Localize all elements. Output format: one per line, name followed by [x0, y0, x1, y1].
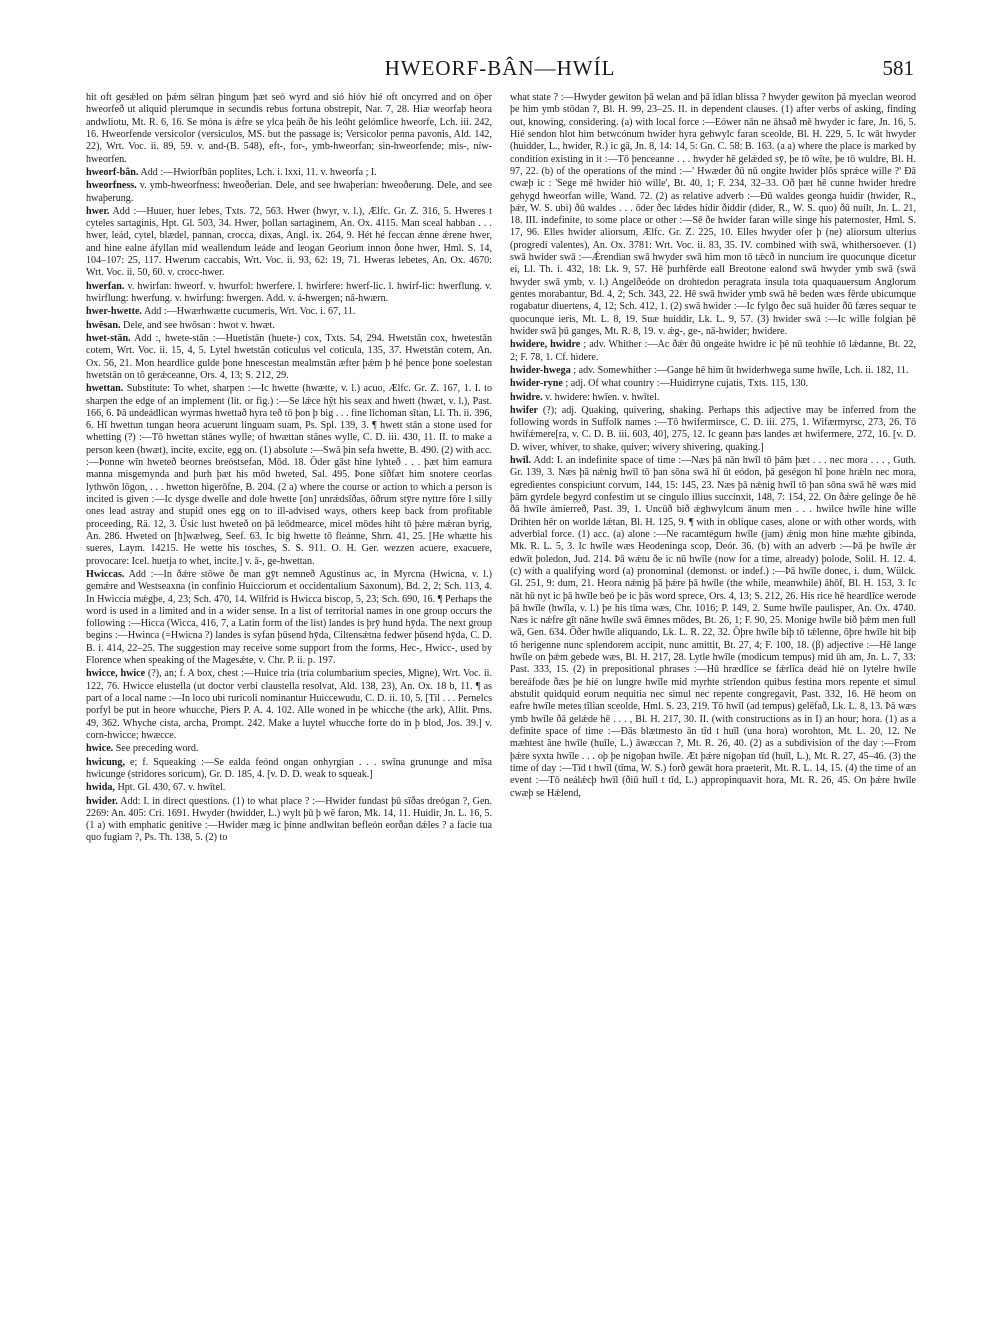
- entry-text: what state ? :—Hwyder gewiton þā welan and þā īdlan blissa ? hwyder gewiton þā myeclan weorod þe him ymb stōdan ?, Bl. H. 99, 23–25. II. in dependent clauses. (1) after verbs of asking, finding out, knowing, considering. (a) with local force :—Eówer nān ne āhsað mē hwyder ic fare, Jn. 16, 5. Hié sendon hlot him betwcónum hwider hyra gehwylc faran sceolde, Bl. H. 229, 5. Ic wāt hwyder (huidder, L., hwider, R.) ic gā, Jn. 8, 14: 14, 5: Gn. C. 58: B. 163. (a a) where the place is marked by condition existing in it :—Tō þenceanne . . . hwyder hē gelǽded sȳ, þe tō wīte, þe tō wuldre, Bl. H. 97, 22. (b) of the operations of the mind :—' Hwæder ðū nū ongite hwider þlōs sprǽce wille ?' Ðā cwæþ ic : 'Sege mē hwider hió wille', Bt. 40, 1; F. 234, 32–33. Oð þæt hē cunne hwider hredre gehygd hweorfan wille, Wand. 72. (2) as relative adverb :—Ðū waldes geonga huidir (hwider, R., þǽr, W. S. ubi) ðū waldes . . . ōder ðec lǽdes hidir ðiddir (dider, R., W. S. quo) ðū nuilt, Jn. L. 21, 18. III. indefinite, to some place or other :—Sē ðe hwider faran wille singe his paternoster, Hml. S. 17, 96. Elles hwider aliorsum, Ælfc. Gr. Z. 225, 10. Elles hwyder ofer þ (ne) aliorsum ulterius (progredi valentes), An. Ox. 3781: Wrt. Voc. ii. 83, 35. IV. combined with swā, whithersoever. (1) swā hwider swā :—Ǽrendian swā hwyder swā him mon tō tǽcð in nuncium ire quocunque dicetur ei, Ll. Th. i. 432, 18: Lk. 9, 57. Hē þurhfērde eall Breotone ealond swā hwyder ymb swā (swā hwyder swā ymb, v. l.) Angelðeóde on drohtedon peragrata insula tota quaquauersum Anglorum gentes morabantur, Bd. 4, 2; Sch. 343, 22. Hē swā hwider ymb swā hē beden wæs fērde ubicumque rogabatur diuertens, 4, 12; Sch. 412, 1. (2) swā hwider :—Ic fylgo ðec suā huider ðū færes sequar te quocunque ieris, Mt. L. 8, 19. Suæ huiddir, Lk. L. 9, 57. (3) hwider swā :—Ic wille folgian þē hwider swā þū ganges, Mt. R. 8, 19. v. ǽg-, ge-, nā-hwider; hwidere.: [510, 92, 916, 337]
- entry-headword: hwer.: [86, 205, 110, 217]
- dictionary-entry: [510, 378, 916, 390]
- dictionary-entry: [86, 668, 492, 742]
- entry-text: See preceding word.: [115, 743, 199, 755]
- dictionary-entry: [86, 206, 492, 280]
- dictionary-entry: [86, 743, 492, 755]
- entry-text: Add: I. in direct questions. (1) to what place ? :—Hwider fundast þū sīðas dreógan ?, Gen. 2269: An. 405: Cri. 1691. Hwyder (hwidder, L.) wylt þū þ wē faron, Mk. 14, 11. Huidir, Jn. L. 16, 5. (1 a) with emphatic genitive :—Hwider mæg ic þinne andlwitan befleón eorðan dǽles ? a facie tua quo fugiam ?, Ps. Th. 138, 5. (2) to: [86, 795, 492, 844]
- entry-text: Add :—In ðǽre stōwe ðe man gȳt nemneð Agustinus ac, in Myrcna (Hwicna, v. l.) gemǽre and Westseaxna (in confinio Huicciorum et occidentalium Saxonum), Bd. 2, 2; Sch. 113, 4. In Hwiccia mǽgþe, 4, 23; Sch. 470, 14. Wilfrid is Hwicca biscop, 5, 23; Sch. 690, 16. ¶ Perhaps the word is used in a limited and in a wider sense. In a list of territorial names in one group occurs the following :—Hicca (Wicca, 416, 7, a Latin form of the list) landes is þrȳ hund hȳda. The next group begins :—Hwinca (=Hwicna ?) landes is syfan þūsend hȳda, Ciltensǽtna fedwer þūsend hȳda, C. D. B. i. 414, 22–25. The suggestion may receive some support from the forms, Hec-, Hwicc-, used by Florence when speaking of the Magesǽte, v. Chr. P. ii. p. 197.: [86, 568, 492, 667]
- dictionary-entry: [86, 782, 492, 794]
- entry-text: Add :—Hwiorfbân poplites, Lch. i. lxxi, 11. v. hweorfa ; I.: [140, 166, 377, 178]
- entry-text: Add :—Huuer, huer lebes, Txts. 72, 563. Hwer (hwyr, v. l.), Ælfc. Gr. Z. 316, 5. Hweres t cyteles sartaginis, Hpt. Gl. 503, 34. Hwer, þollan sartaginem, An. Ox. 4115. Man sceal habban . . . hwer, leád, cytel, blædel, pannan, crocca, dixas, Angl. ix. 264, 9. Hét hé feccan ǽnne ǽrene hwer, and hine ealne áfyllan mid weallendum leáde and leogan Georium innon ðone hwer, Hml. S. 14, 104–107: 25, 117. Hwerum caccabis, Wrt. Voc. ii. 93, 62: 19, 71. Hweras lebetes, An. Ox. 4670: Wrt. Voc. ii. 50, 60. v. crocc-hwer.: [86, 205, 492, 279]
- entry-headword: Hwiccas.: [86, 568, 125, 580]
- entry-text: Add :, hwete-stān :—Huetistān (huete-) cox, Txts. 54, 294. Hwetstān cox, hwetestān cotem, Wrt. Voc. ii. 15, 4, 5. Lytel hwetstān coticulus vel coticula, 135, 37. Hwetstān cotem, An. Ox. 56, 21. Mon heardlice gulde þone hnescestan mealmstān æfter þǽm þ hé þence þone soelestan hwetstān on tō gerǽceanne, Ors. 4, 13; S. 212, 29.: [86, 332, 492, 381]
- dictionary-entry: [86, 281, 492, 306]
- page-header-title: HWEORF-BÂN—HWÍL: [384, 56, 616, 80]
- entry-headword: hwet-stān.: [86, 332, 131, 344]
- entry-headword: hwīl.: [510, 455, 532, 467]
- entry-text: ; adj. Of what country :—Huidirryne cujatis, Txts. 115, 130.: [565, 378, 809, 390]
- page-number: 581: [882, 56, 914, 80]
- entry-text: hit oft gesǽled on þǽm sélran þingum þæt seó wyrd and sió hióv hié oft oncyrred and on óþer hweorfeð ut aliquid plerumque in secundis rebus fortuna obstrepit, Nar. 7, 28. Hiæ weorfaþ heora andwliotu, Mt. R. 6, 16. Se móna is ǽfre se ylca þeáh ðe his leóht gelómlice hweorfe, Lch. iii. 242, 16. Hweorfende versicolor (versiculos, MS. but the passage is; Versicolor penna pavonis, Ald. 142, 22), Wrt. Voc. ii. 89, 59. v. and-(B. 548), eft-, for-, ymb-hweorfan; sin-hweorfende; mis-, níw-hweorfen.: [86, 92, 492, 165]
- dictionary-entry: [510, 405, 916, 454]
- entry-text: Dele, and see hwōsan : hwot v. hwæt.: [123, 319, 275, 331]
- dictionary-entry: [86, 92, 492, 166]
- dictionary-entry: [86, 333, 492, 382]
- entry-text: ; adv. Whither :—Ac ðǽr ðū ongeáte hwidre ic þē nū teohhie tō lǽdanne, Bt. 22, 2; F. 78, 1. Cf. hidere.: [510, 339, 916, 363]
- dictionary-entry: [86, 796, 492, 845]
- entry-headword: hwerfan.: [86, 280, 125, 292]
- entry-headword: hwider-ryne: [510, 378, 563, 390]
- entry-headword: hwicce, hwice: [86, 668, 146, 680]
- entry-headword: hweorf-bân.: [86, 166, 139, 178]
- entry-text: ; adv. Somewhither :—Gange hē him ūt hwiderhwega sume hwīle, Lch. ii. 182, 11.: [573, 364, 909, 376]
- entry-headword: hwifer: [510, 404, 539, 416]
- entry-text: (?); adj. Quaking, quivering, shaking. Perhaps this adjective may be inferred from the following words in Suffolk names :—Tō hwifermirsce, C. D. iii. 275, 1. Wifærmyrsc, 273, 26. Tō hwifǽmere[ra, v. C. D. B. iii. 603, 40], 275, 12. Ic geann þæs landes æt hwifermere, 272, 16. [v. D. D. wiver, whiver, to shake, quiver; wivery shivering, quaking.]: [510, 404, 916, 453]
- entry-text: v. hwidere: hwīen. v. hwītel.: [545, 391, 660, 403]
- entry-headword: hwidere, hwidre: [510, 339, 581, 351]
- dictionary-entry: [86, 320, 492, 332]
- dictionary-entry: [86, 306, 492, 318]
- dictionary-entry: [510, 92, 916, 338]
- entry-text: Hpt. Gl. 430, 67. v. hwītel.: [117, 782, 226, 794]
- dictionary-entry: [510, 339, 916, 364]
- entry-headword: hwēsan.: [86, 319, 121, 331]
- dictionary-entry: [86, 167, 492, 179]
- entry-text: v. ymb-hweorfness: hweoðerian. Dele, and see hwaþerian: hweoðerung. Dele, and see hwaþerung.: [86, 180, 492, 204]
- entry-text: Add: I. an indefinite space of time :—Næs þā nān hwīl tō þām þæt . . . nec mora . . . , Guth. Gr. 139, 3. Næs þā nǽnig hwīl tō þan sōna swā hī ūt eódon, þā geségon hī þone hrǽln nec mora, egredientes conspiciunt corvum, 144, 15: 145, 23. Næs þā nǽnig hwīl tō þan sōna swā hē wæs mid þām gyrdele begyrd confestim ut se cingulo illius succinxit, 148, 7: 154, 22. On ðǽre gelinge ðe hē ðā hwīle ámierreð, Past. 39, 1. Uncūð bið ǽghwylcum ānum men . . . hwilce hwīle hine wille Drihten hēr on worlde lǽtan, Bl. H. 125, 9. ¶ with in oblique cases, alone or with other words, with adverbial force. (1) acc. (a) alone :—Ne racamtégum hwīle (jam) ǽnig mon hine mæhte gibinda, Mk. R. L. 5, 3. Ic hwīle wæs Heodeninga scop, Deór. 36. (b) with an adverb :—Þā þe hwīle ǽr edwīt þoledon, Jud. 214. Þā wǽtu ðe ic nū hwīle (now for a time, already) þolode, Solil. H. 12. 4. (c) with a qualifying word (a) pronominal (demonst. or indef.) :—Þā hwīle donec, i. dum, Wülck. Gl. 251, 9: dum, 21. Heora nǽnig þā þǽre þā hwīle (the while, meanwhile) āhōf, Bl. H. 153, 3. Ic nāt hū nyt ic þā hwīle beó þe ic þās word sprece, Ors. 4, 13; S. 212, 26. His rice hē heardlīce werode þā hwīle (hwīla, v. l.) þe his tīma wæs, Chr. 1016; P. 149, 2. Sume hwīle paulisper, An. Ox. 4740. Næs ic nǽfre gīt nāne hwīle swā ēmnes mōdes, Bt. 26, 1; F. 90, 25. Monige hwīle bið þǽm men full wā, Gen. 634. Ōðer hwīle aliquando, Lk. L. R. 22, 32. Ōþre hwīle biþ tō tǽlenne, ōþre hwīle hit biþ tō herigenne nunc splendorem accipit, nunc amittit, Bt. 27, 4; F. 100, 18. (β) adjective :—Hē lange hwīle on þǽm gebede wæs, Bl. H. 217, 28. Lytle hwīle (modicum tempus) mid ūh am, Jn. L. 7, 33: Past. 333, 15. (2) in prepositional phrases :—Hū hrædlīce se fǽrlīca deád hié on lytelre hwīle bereáfode ðæs þe hié on lungre hwīle mid myrhte strīendon quibus festina mors repente et simul abstulit quidquid eorum nequitia nec simul nec repente congregavit, Past. 332, 16. Hē heom on eafre hwīle metes tīlian sceolde, Hml. S. 23, 219. Tō hwīl (ad tempus) gelēfað, Lk. L. 8, 13. Þā wæs ymb hwīle ðā gelǽde hē . . . , Bl. H. 217, 30. II. (with constructions as in I) an hour; hora. (1) as a definite space of time :—Ðās blætmesto ān tīd t huīl (una hora) worohton, Mt. L. 20, 12. Ne mæhtest āne hwīle (huīle, L.) āwæccan ?, Mt. R. 26, 40. (2) as a subdivision of the day :—From þǽre syxta hwīle . . . oþ þe nigoþan hwīle. Æt þǽre nigoþan tīd (huīl, L.), Mt. R. 27, 45–46. (3) the time of day :—Tīd t hwīl (tīma, W. S.) forð gewāt hora praeterit, Mt. R. L. 14, 15. (4) the time of an event :—Tō neálǽcþ hwīl (ðiū huīl t tīd, L.) appropinquavit hora, Mt. R. 26, 45. On þǽre hwīle cwæþ se Hǽlend,: [510, 455, 916, 799]
- entry-text: Substitute: To whet, sharpen :—Ic hwette (hwætte, v. l.) acuo, Ælfc. Gr. Z. 167, 1. I. to sharpen the edge of an implement (lit. or fig.) :—Se lǽce hŷt his seax and hwett (hwæt, v. l.), Past. 166, 6. Þā undeádlican wyrmas hwettað hyra teð tō þon þ big . . . fine līchoman sītan, Ll. Th. ii. 396, 6. Hī hwettun tungan heora acuerunt linguam suam, Ps. Spl. 139, 3. ¶ hwett stān a stone used for whetting (?) :—Tō hwettan stānes wylle; of hwættan stānes wylle, C. D. iii. 430, 11. II. to make a person keen (hwæt), incite, excite, egg on. (1) absolute :—Swā þin sefa hwette, B. 490. (2) with acc. :—Þonne wīn hweteð beornes breóstsefan, Mōd. 18. Ōder gāst hine lyhteð . . . þæt him eamura manna misgemynda and þurh þæt his mōd hweted, Sal. 495. Þone sīðfæt him snotere ceorlas lythwōn lōgon, . . . hwetton higerōfne, B. 204. (2 a) where the course or action to which a person is incited is given :—Ic dysge dwelle and dole hwette [on] unrǽdsīðas, ōðrum stȳre nyttre fōre I silly ones lead astray and stupid ones egg on to ill-advised ways, others keep back from profitable proceeding, Rä. 12, 3. Ūsic lust hweteð on þā leōdmearce, micel mōdes hiht tō þǽre mǽran byrig, An. 286. Hweted on [h]wælweg, Seef. 63. Ic big hwette tō fleánne, Shrn. 41, 25. [He whætte his sueres, Laym. 14215. He wette his tosches, S. S. 911. O. H. Ger. wezzen acuere, exacuere, provocare: Icel. huetja to whet, incite.] v. ā-, ge-hwettan.: [86, 383, 492, 567]
- dictionary-entry: [86, 383, 492, 568]
- entry-headword: hweorfness.: [86, 180, 137, 192]
- entry-text: e; f. Squeaking :—Se ealda feónd ongan onhyrgian . . . swīna grununge and mīsa hwicunge (stridores soricum), Gr. D. 185, 4. [v. D. D. weak to squeak.]: [86, 756, 492, 780]
- dictionary-entry: [86, 569, 492, 668]
- entry-headword: hwettan.: [86, 383, 124, 395]
- entry-headword: hwider-hwega: [510, 364, 571, 376]
- entry-text: Add :—Hwærhwætte cucumeris, Wrt. Voc. i. 67, 11.: [143, 306, 356, 318]
- dictionary-entry: [510, 365, 916, 377]
- entry-headword: hwidre.: [510, 391, 543, 403]
- dictionary-entry: [86, 180, 492, 205]
- entry-headword: hwida,: [86, 782, 115, 794]
- entry-headword: hwice.: [86, 743, 114, 755]
- entry-text: (?), an; f. A box, chest :—Huice tria (tria columbarium species, Migne), Wrt. Voc. ii. 122, 76. Hwicce elustella (ut doctor verbi claustella resolvat, Ald. 138, 23), An. Ox. 18 b, 11. ¶ as part of a local name :—In loco ubi ruricoli nominantur Huiccewudu, C. D. ii. 10, 5. [Til . . . Pernelcs porfyl be put in heore whucche, Piers P. A. 4. 102. Alle woned in þe whicche (the ark), Allit. Pms. 49, 362. Whyche cista, archa, Prompt. 242. Make a luytel whucche forte do in þ blod, Jos. 39.] v. corn-hwicce; hwæcce.: [86, 668, 492, 741]
- dictionary-entry: [510, 392, 916, 404]
- entry-text: v. hwirfan: hweorf. v. hwurfol: hwerfere. l. hwirfere: hwerf-lic. l. hwirf-lic: hwerflung. v. hwirflung: hwerfung. v. hwirfung: hwergen. Add. v. á-hwergen; nâ-hwærn.: [86, 280, 492, 304]
- column-left: [86, 92, 492, 1314]
- entry-headword: hwider.: [86, 795, 118, 807]
- dictionary-entry: [86, 757, 492, 782]
- entry-headword: hwicung,: [86, 756, 125, 768]
- dictionary-entry: [510, 455, 916, 800]
- entry-headword: hwer-hwette.: [86, 306, 142, 318]
- column-right: [510, 92, 916, 1314]
